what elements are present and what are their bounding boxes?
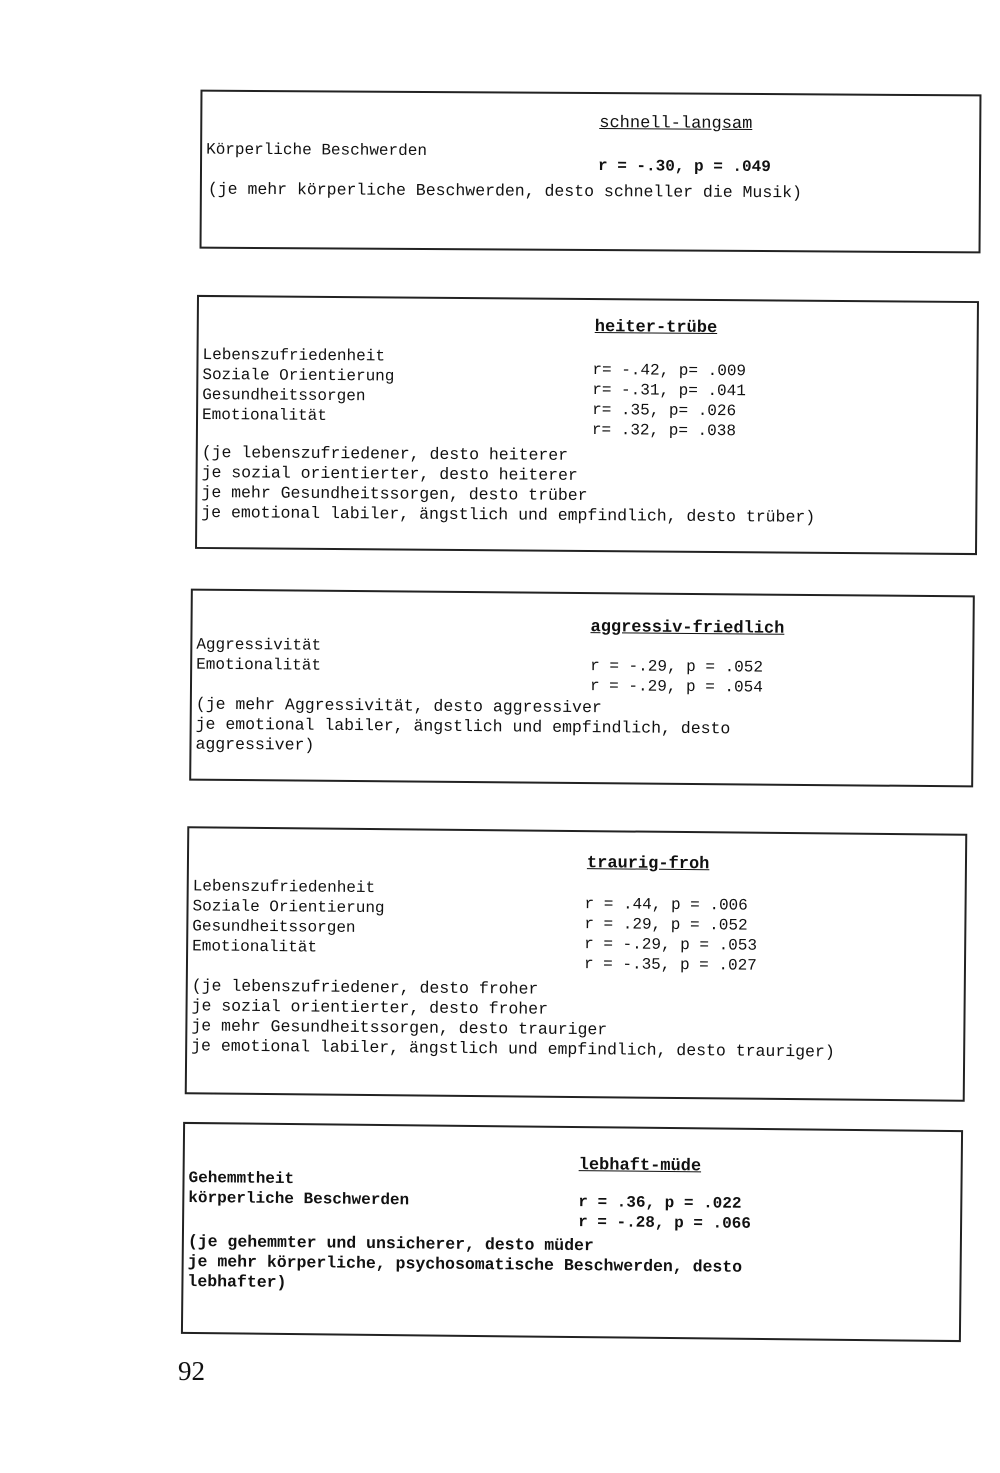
note-line: (je lebenszufriedener, desto froher [191,976,539,999]
variable-list [192,876,385,958]
interpretation-notes [191,976,835,1062]
variable-item: Aggressivität [196,635,322,655]
dimension-heading: aggressiv-friedlich [590,618,785,639]
note-line: je mehr Gesundheitssorgen, desto trauriger [191,1016,608,1040]
variable-item: Soziale Orientierung [202,365,395,386]
note-line: je emotional labiler, ängstlich und empfindlich, desto trüber) [201,502,816,527]
correlation-box-aggressiv-friedlich [189,589,975,788]
statistics-list [598,156,771,177]
statistic-item: r= .35, p= .026 [592,401,737,421]
statistic-item: r= -.31, p= .041 [592,381,746,401]
note-line: je mehr körperliche, psychosomatische Beschwerden, desto [187,1251,743,1277]
variable-item: Lebenszufriedenheit [202,345,386,366]
dimension-heading: traurig-froh [586,854,710,875]
statistics-list [590,656,763,698]
statistic-item: r = -.35, p = .027 [583,955,757,975]
statistic-item: r = -.29, p = .054 [589,677,763,697]
page-number: 92 [178,1356,205,1386]
variable-item: Gesundheitssorgen [192,917,356,937]
note-line: je emotional labiler, ängstlich und empfindlich, desto [195,714,731,739]
variable-item: Soziale Orientierung [192,897,385,918]
correlation-box-lebhaft-muede [181,1122,963,1342]
interpretation-notes [208,180,802,204]
note-line: je sozial orientierter, desto froher [191,996,549,1019]
variable-item: körperliche Beschwerden [188,1188,410,1210]
note-line: je emotional labiler, ängstlich und empfindlich, desto trauriger) [191,1036,835,1062]
variable-item: Emotionalität [201,405,327,425]
statistics-list [584,894,758,976]
note-line: aggressiver) [195,734,315,755]
statistic-item: r = .44, p = .006 [584,895,748,915]
note-line: (je lebenszufriedener, desto heiterer [201,442,569,465]
statistics-list [592,360,746,441]
variable-item: Emotionalität [192,937,318,957]
note-line: je mehr Gesundheitssorgen, desto trüber [201,482,588,506]
variable-list [206,140,427,161]
note-line: (je mehr Aggressivität, desto aggressiver [195,694,602,718]
statistics-list [578,1192,751,1234]
variable-list [196,635,321,676]
dimension-heading: lebhaft-müde [578,1156,702,1177]
variable-list [188,1168,409,1210]
variable-item: Gehemmtheit [188,1168,295,1189]
variable-item: Emotionalität [196,655,322,675]
variable-item: Körperliche Beschwerden [206,140,428,161]
dimension-heading: schnell-langsam [599,114,753,134]
variable-list [202,345,395,427]
interpretation-notes [187,1232,742,1298]
dimension-heading: heiter-trübe [594,318,718,339]
note-line: lebhafter) [187,1271,287,1293]
statistic-item: r= .32, p= .038 [591,421,737,441]
variable-item: Gesundheitssorgen [202,385,366,406]
interpretation-notes [201,443,816,528]
note-line: je sozial orientierter, desto heiterer [201,462,578,485]
interpretation-notes [195,695,730,760]
statistic-item: r = -.30, p = .049 [597,157,771,177]
correlation-box-schnell-langsam [200,90,982,254]
statistic-item: r = .36, p = .022 [578,1193,742,1213]
note-line: (je gehemmter und unsicherer, desto müder [187,1231,594,1256]
variable-item: Lebenszufriedenheit [192,877,376,898]
correlation-box-heiter-truebe [195,295,979,555]
statistic-item: r = -.29, p = .052 [590,657,764,677]
correlation-box-traurig-froh [185,826,968,1101]
statistic-item: r = -.28, p = .066 [578,1213,752,1233]
statistic-item: r = .29, p = .052 [584,915,748,935]
statistic-item: r= -.42, p= .009 [592,361,747,381]
statistic-item: r = -.29, p = .053 [584,935,758,955]
note-line: (je mehr körperliche Beschwerden, desto schneller die Musik) [207,179,803,203]
